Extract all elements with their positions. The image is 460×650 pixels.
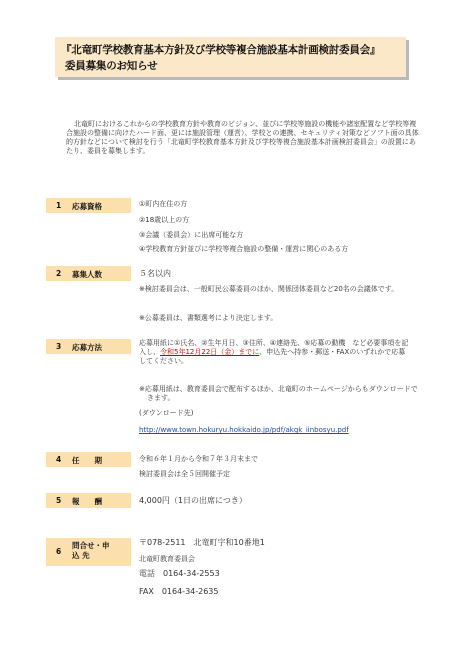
term-line-1: 令和６年１月から令和７年３月末まで: [139, 455, 258, 463]
download-label: (ダウンロード先): [139, 409, 194, 417]
section-number: 6: [56, 547, 62, 556]
contact-address: 〒078-2511 北竜町字和10番地1: [139, 538, 265, 547]
recruit-note-2: ※公募委員は、書類選考により決定します。: [139, 314, 278, 322]
contact-fax: FAX 0164-34-2635: [139, 587, 219, 596]
section-title: 問合せ・申 込 先: [72, 541, 110, 560]
section-label-qualification: [46, 198, 131, 213]
reward-value: 4,000円（1日の出席につき）: [139, 496, 247, 505]
contact-tel: 電話 0164-34-2553: [139, 569, 220, 578]
section-title: 募集人数: [72, 270, 102, 279]
section-label-method: [46, 339, 131, 354]
intro-paragraph: [66, 120, 422, 156]
section-title: 応募方法: [72, 343, 102, 352]
qualification-item-4: ④学校教育方針並びに学校等複合施設の整備・運営に関心のある方: [139, 245, 349, 253]
download-link[interactable]: http://www.town.hokuryu.hokkaido.jp/pdf/akgk_iinbosyu.pdf: [139, 426, 349, 434]
section-number: 3: [56, 342, 62, 351]
recruit-count: ５名以内: [139, 269, 171, 278]
section-number: 5: [56, 496, 62, 505]
section-label-count: [46, 266, 131, 281]
title-line-2: 委員募集のお知らせ: [65, 60, 158, 72]
section-title: 応募資格: [72, 202, 102, 211]
qualification-item-1: ①町内在住の方: [139, 200, 188, 208]
contact-org: 北竜町教育委員会: [139, 555, 195, 563]
method-text-a: 応募用紙に①氏名、②生年月日、③住所、④連絡先、⑤応募の動機 など必要事項を記入し、: [139, 339, 409, 356]
section-number: 2: [56, 269, 62, 278]
download-note: ※応募用紙は、教育委員会で配布するほか、北竜町のホームページからもダウンロードできます。: [139, 385, 418, 402]
section-label-contact: [46, 538, 131, 566]
deadline-text: 令和5年12月22日（金）までに: [160, 348, 260, 356]
section-title: 報 酬: [72, 497, 102, 506]
method-text-b: 、申込先へ持参・郵送・FAXのいずれかで応募してください。: [139, 348, 406, 365]
qualification-item-3: ③会議（委員会）に出席可能な方: [139, 231, 244, 239]
section-number: 4: [56, 455, 62, 464]
method-text: [139, 339, 411, 366]
section-label-term: [46, 452, 131, 467]
qualification-item-2: ②18歳以上の方: [139, 216, 190, 224]
title-line-1: 『北竜町学校教育基本方針及び学校等複合施設基本計画検討委員会』: [61, 44, 381, 56]
term-line-2: 検討委員会は全５回開催予定: [139, 470, 230, 478]
recruit-note-1: ※検討委員会は、一般町民公募委員のほか、関係団体委員など20名の会議体です。: [139, 285, 399, 293]
section-title: 任 期: [72, 456, 102, 465]
title-box: [55, 37, 406, 77]
section-label-reward: [46, 493, 131, 508]
intro-text: 北竜町におけるこれからの学校教育方針や教育のビジョン、並びに学校等施設の機能や諸室配置など学校等複合施設の整備に向けたハード面、更には施設管理（運営）、学校との連携、セキュリティ対策などソフト面の具体的方針などについて検討を行う「北竜町学校教育基本方針及び学校等複合施設基本計画検討委員会」の設置にあたり、委員を募集します。: [66, 120, 419, 155]
section-number: 1: [56, 201, 62, 210]
